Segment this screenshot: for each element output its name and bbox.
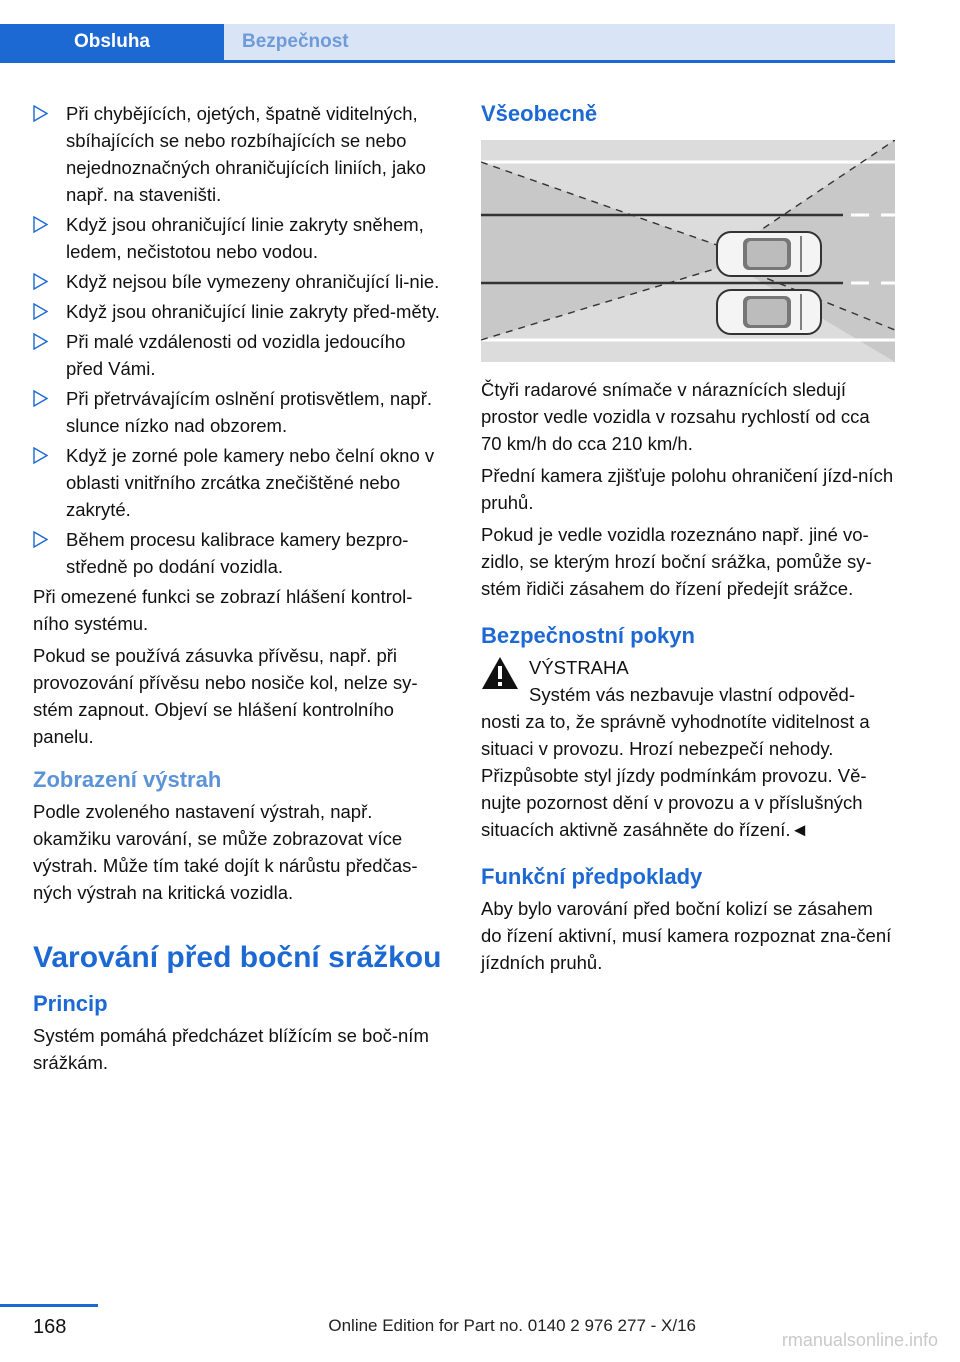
right-column — [481, 100, 895, 981]
list-item-text: Když jsou ohraničující linie zakryty před‐měty. — [66, 301, 440, 322]
watermark: rmanualsonline.info — [781, 1330, 938, 1350]
paragraph-principle: Systém pomáhá předcházet blížícím se boč‐ním srážkám. — [33, 1025, 429, 1073]
left-column — [33, 100, 447, 1081]
paragraph-warnings: Podle zvoleného nastavení výstrah, např. okamžiku varování, se může zobrazovat více výstrah. Může tím také dojít k nárůstu předčas‐ných výstrah na kritická vozidla. — [33, 801, 418, 903]
list-item — [33, 298, 447, 325]
header-tabs — [0, 24, 895, 60]
list-item-text: Když nejsou bíle vymezeny ohraničující li‐nie. — [66, 271, 440, 292]
warning-block — [481, 654, 895, 843]
bullet-triangle-icon — [33, 216, 48, 233]
list-item — [33, 526, 447, 580]
bullet-triangle-icon — [33, 273, 48, 290]
heading-warnings-display: Zobrazení výstrah — [33, 767, 222, 792]
warning-triangle-icon — [481, 656, 519, 690]
list-item — [33, 328, 447, 382]
header-rule — [0, 60, 895, 63]
paragraph-front-camera: Přední kamera zjišťuje polohu ohraničení jízd‐ních pruhů. — [481, 465, 894, 513]
list-item — [33, 442, 447, 523]
bullet-triangle-icon — [33, 447, 48, 464]
warning-text: nosti za to, že správně vyhodnotíte viditelnost a situaci v provozu. Hrozí nebezpečí nehody. Přizpůsobte styl jízdy podmínkám provozu. Vě‐nujte pozornost dění v provozu a v příslušných situacích aktivně zasáhněte do řízení.◄ — [481, 711, 870, 840]
list-item-text: Při malé vzdálenosti od vozidla jedoucího před Vámi. — [66, 331, 406, 379]
paragraph-prerequisites: Aby bylo varování před boční kolizí se zásahem do řízení aktivní, musí kamera rozpoznat zna‐čení jízdních pruhů. — [481, 898, 892, 973]
tab-obsluha[interactable]: Obsluha — [0, 24, 224, 60]
tab-bezpecnost[interactable]: Bezpečnost — [224, 24, 895, 60]
bullet-triangle-icon — [33, 333, 48, 350]
heading-safety-note: Bezpečnostní pokyn — [481, 623, 695, 648]
bullet-triangle-icon — [33, 105, 48, 122]
heading-general: Všeobecně — [481, 101, 598, 126]
list-item-text: Když je zorné pole kamery nebo čelní okno v oblasti vnitřního zrcátka znečištěné nebo zakryté. — [66, 445, 435, 520]
list-item-text: Když jsou ohraničující linie zakryty sněhem, ledem, nečistotou nebo vodou. — [66, 214, 424, 262]
page-number: 168 — [33, 1316, 67, 1338]
paragraph-steering-intervention: Pokud je vedle vozidla rozeznáno např. jiné vo‐zidlo, se kterým hrozí boční srážka, pomůže sy‐stém řidiči zásahem do řízení předejít srážce. — [481, 524, 872, 599]
bullet-triangle-icon — [33, 303, 48, 320]
list-item-text: Během procesu kalibrace kamery bezpro‐středně po dodání vozidla. — [66, 529, 409, 577]
limitations-list — [33, 100, 447, 580]
paragraph-limited-function: Při omezené funkci se zobrazí hlášení kontrol‐ního systému. — [33, 586, 413, 634]
bullet-triangle-icon — [33, 390, 48, 407]
heading-side-collision-warning: Varování před boční srážkou — [33, 941, 442, 974]
warning-first-line: Systém vás nezbavuje vlastní odpověd‐ — [529, 684, 855, 705]
bullet-triangle-icon — [33, 531, 48, 548]
list-item-text: Při přetrvávajícím oslnění protisvětlem, např. slunce nízko nad obzorem. — [66, 388, 433, 436]
paragraph-radar-sensors: Čtyři radarové snímače v náraznících sledují prostor vedle vozidla v rozsahu rychlostí od cca 70 km/h do cca 210 km/h. — [481, 379, 870, 454]
heading-principle: Princip — [33, 991, 108, 1016]
warning-label: VÝSTRAHA — [529, 657, 629, 678]
list-item — [33, 385, 447, 439]
side-collision-illustration — [481, 140, 895, 362]
paragraph-trailer-socket: Pokud se používá zásuvka přívěsu, např. při provozování přívěsu nebo nosiče kol, nelze sy‐stém zapnout. Objeví se hlášení kontrolního panelu. — [33, 645, 418, 747]
list-item — [33, 211, 447, 265]
list-item-text: Při chybějících, ojetých, špatně viditelných, sbíhajících se nebo rozbíhajících se nebo nejednoznačných ohraničujících liniích, jako např. na staveništi. — [66, 103, 426, 205]
list-item — [33, 268, 447, 295]
list-item — [33, 100, 447, 208]
heading-prerequisites: Funkční předpoklady — [481, 864, 703, 889]
footer-rule — [0, 1304, 98, 1307]
edition-note: Online Edition for Part no. 0140 2 976 277 - X/16 — [328, 1316, 696, 1335]
